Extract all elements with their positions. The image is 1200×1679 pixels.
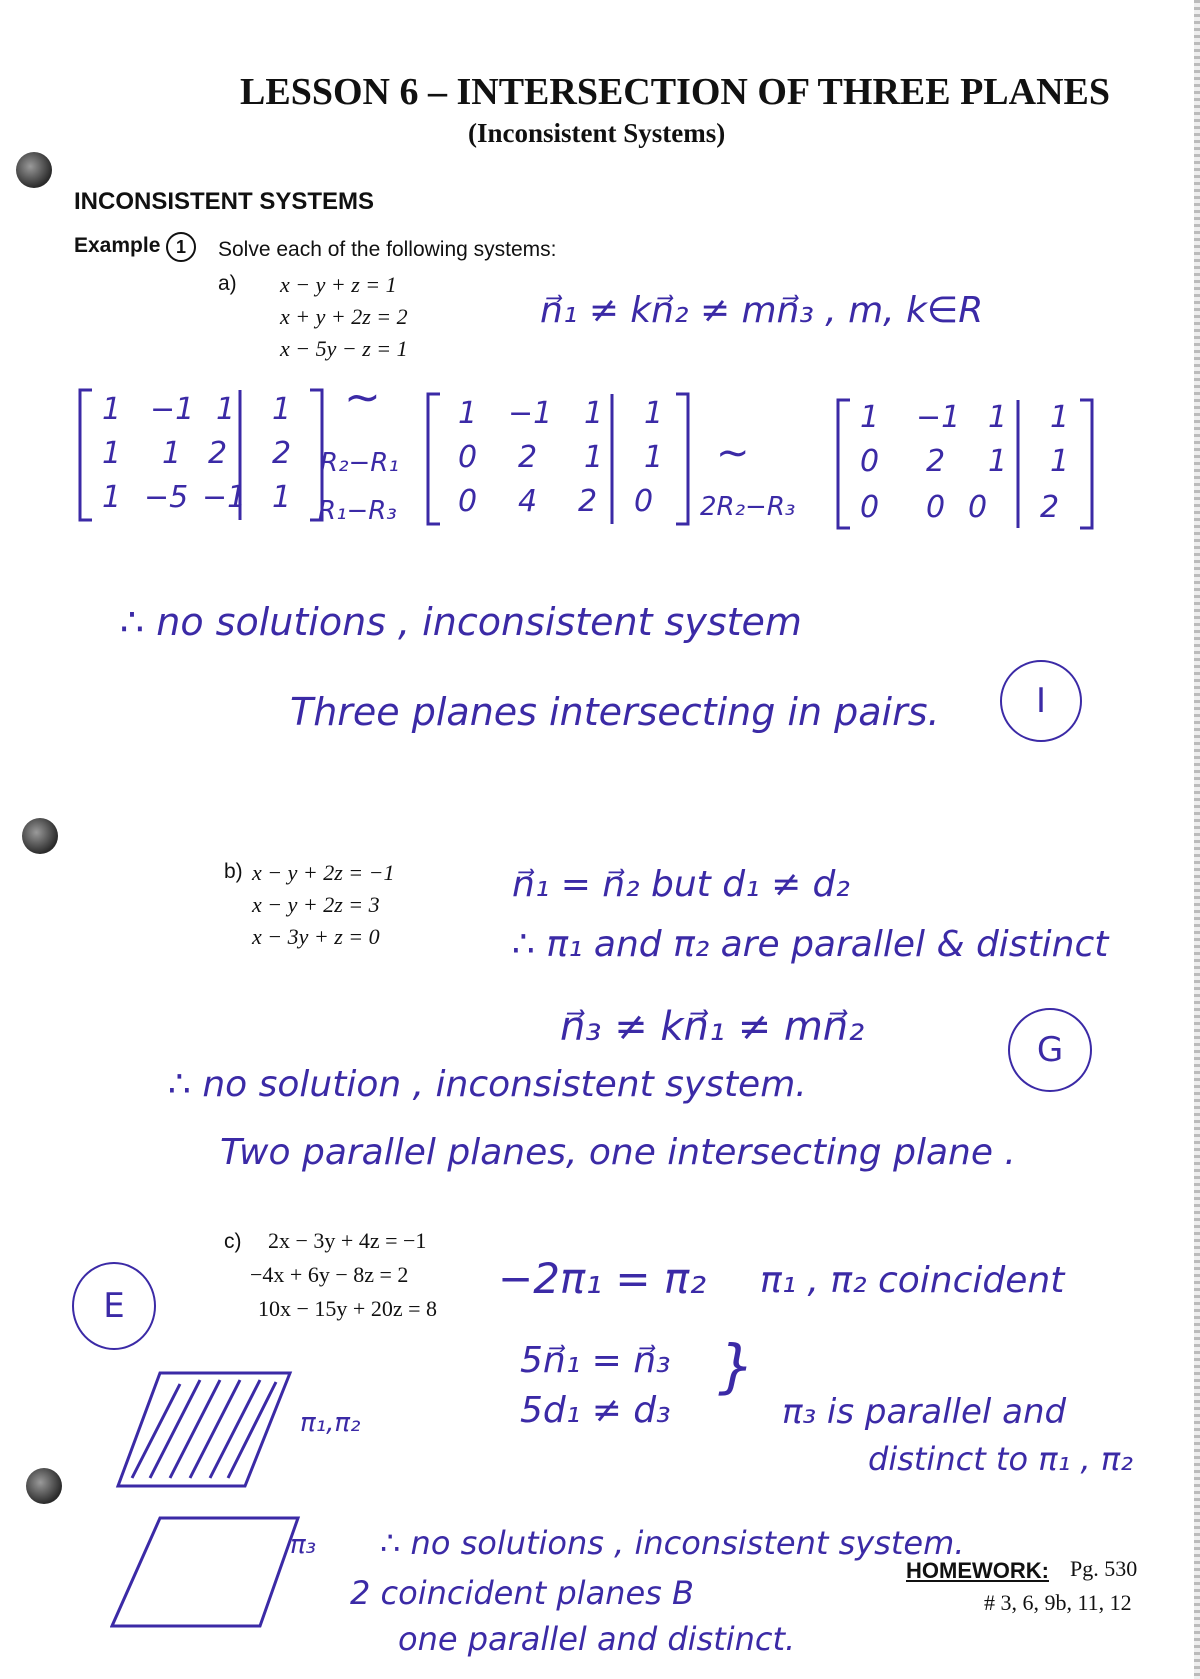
matrix-cell: 1 <box>216 392 236 427</box>
homework-problems: # 3, 6, 9b, 11, 12 <box>984 1590 1132 1615</box>
matrix-cell: 1 <box>1050 444 1070 479</box>
part-c-note: π₃ is parallel and <box>782 1392 1067 1432</box>
part-b-conclusion: ∴ no solution , inconsistent system. <box>168 1064 807 1105</box>
matrix-cell: 2 <box>578 484 598 519</box>
part-c-label: c) <box>224 1230 242 1253</box>
matrix-cell: 1 <box>162 436 182 471</box>
homework-page: Pg. 530 <box>1070 1556 1138 1581</box>
equivalence-tilde: ∼ <box>716 430 750 476</box>
part-c-note: 5d₁ ≠ d₃ <box>520 1390 671 1431</box>
row-operation: R₁−R₃ <box>318 496 397 526</box>
plane-label: π₁,π₂ <box>300 1408 361 1438</box>
homework-label: HOMEWORK: <box>906 1558 1049 1583</box>
case-circle: E <box>72 1262 156 1350</box>
case-circle: I <box>1000 660 1082 742</box>
row-operation: R₂−R₁ <box>320 448 399 478</box>
part-c-note: distinct to π₁ , π₂ <box>868 1440 1133 1478</box>
matrix-cell: 1 <box>102 480 122 515</box>
matrix-cell: 1 <box>644 396 664 431</box>
matrix-cell: 0 <box>926 490 946 525</box>
matrix-cell: 0 <box>634 484 654 519</box>
page-subtitle: (Inconsistent Systems) <box>468 118 726 148</box>
equation: x − y + 2z = −1 <box>252 860 395 885</box>
matrix-cell: 1 <box>102 392 122 427</box>
matrix-cell: 1 <box>272 392 292 427</box>
section-heading: INCONSISTENT SYSTEMS <box>74 188 375 215</box>
binder-hole <box>22 818 58 854</box>
equivalence-tilde: ∼ <box>344 372 381 423</box>
matrix-cell: 2 <box>208 436 228 471</box>
matrix-cell: −1 <box>508 396 553 431</box>
matrix-cell: 1 <box>860 400 880 435</box>
case-circle: G <box>1008 1008 1092 1092</box>
normal-vector-note: n⃗₁ ≠ kn⃗₂ ≠ mn⃗₃ , m, k∈R <box>540 290 984 331</box>
matrix-cell: 1 <box>988 400 1008 435</box>
example-label: Example <box>74 234 161 257</box>
matrix-cell: 2 <box>1040 490 1060 525</box>
matrix-cell: −1 <box>202 480 247 515</box>
matrix-cell: 0 <box>860 444 880 479</box>
equation: x − 3y + z = 0 <box>252 924 380 949</box>
matrix-cell: 2 <box>926 444 946 479</box>
matrix-cell: −5 <box>144 480 189 515</box>
part-a-label: a) <box>218 272 237 295</box>
equation: −4x + 6y − 8z = 2 <box>250 1262 409 1287</box>
binder-hole <box>26 1468 62 1504</box>
part-b-note: n⃗₃ ≠ kn⃗₁ ≠ mn⃗₂ <box>560 1004 865 1050</box>
page-title: LESSON 6 – INTERSECTION OF THREE PLANES <box>240 71 1111 113</box>
part-c-note: 5n⃗₁ = n⃗₃ <box>520 1340 671 1381</box>
part-b-geometry: Two parallel planes, one intersecting plane . <box>220 1132 1016 1173</box>
matrix-cell: 1 <box>458 396 478 431</box>
matrix-cell: 1 <box>584 396 604 431</box>
page-binding-edge <box>1194 0 1200 1679</box>
matrix-cell: 2 <box>272 436 292 471</box>
part-c-note: π₁ , π₂ coincident <box>760 1260 1065 1301</box>
equation: x − y + z = 1 <box>280 272 397 297</box>
matrix-cell: 0 <box>860 490 880 525</box>
matrix-cell: 4 <box>518 484 538 519</box>
plane-label: π₃ <box>290 1530 317 1560</box>
equation: x − y + 2z = 3 <box>252 892 380 917</box>
matrix-cell: 1 <box>584 440 604 475</box>
matrix-cell: 0 <box>458 484 478 519</box>
matrix-cell: 1 <box>102 436 122 471</box>
part-b-note: n⃗₁ = n⃗₂ but d₁ ≠ d₂ <box>512 864 850 905</box>
matrix-cell: −1 <box>150 392 195 427</box>
part-c-geometry: one parallel and distinct. <box>398 1620 796 1658</box>
row-reduction-brackets <box>70 380 1200 560</box>
equation: 2x − 3y + 4z = −1 <box>268 1228 427 1253</box>
matrix-cell: 1 <box>272 480 292 515</box>
binder-hole <box>16 152 52 188</box>
part-c-conclusion: ∴ no solutions , inconsistent system. <box>380 1524 965 1562</box>
matrix-cell: 0 <box>458 440 478 475</box>
equation: 10x − 15y + 20z = 8 <box>258 1296 437 1321</box>
example-number: 1 <box>166 232 196 262</box>
matrix-cell: 1 <box>988 444 1008 479</box>
part-a-conclusion: ∴ no solutions , inconsistent system <box>120 600 802 644</box>
part-c-geometry: 2 coincident planes B <box>350 1574 694 1612</box>
brace: } <box>718 1332 755 1400</box>
example-instruction: Solve each of the following systems: <box>218 238 557 261</box>
part-b-note: ∴ π₁ and π₂ are parallel & distinct <box>512 924 1109 965</box>
equation: x − 5y − z = 1 <box>280 336 408 361</box>
matrix-cell: 2 <box>518 440 538 475</box>
matrix-cell: 1 <box>644 440 664 475</box>
part-a-geometry: Three planes intersecting in pairs. <box>290 690 940 734</box>
matrix-cell: 1 <box>1050 400 1070 435</box>
part-c-note: −2π₁ = π₂ <box>498 1254 707 1303</box>
part-b-label: b) <box>224 860 243 883</box>
matrix-cell: −1 <box>916 400 961 435</box>
equation: x + y + 2z = 2 <box>280 304 408 329</box>
matrix-cell: 0 <box>968 490 988 525</box>
row-operation: 2R₂−R₃ <box>700 492 796 522</box>
